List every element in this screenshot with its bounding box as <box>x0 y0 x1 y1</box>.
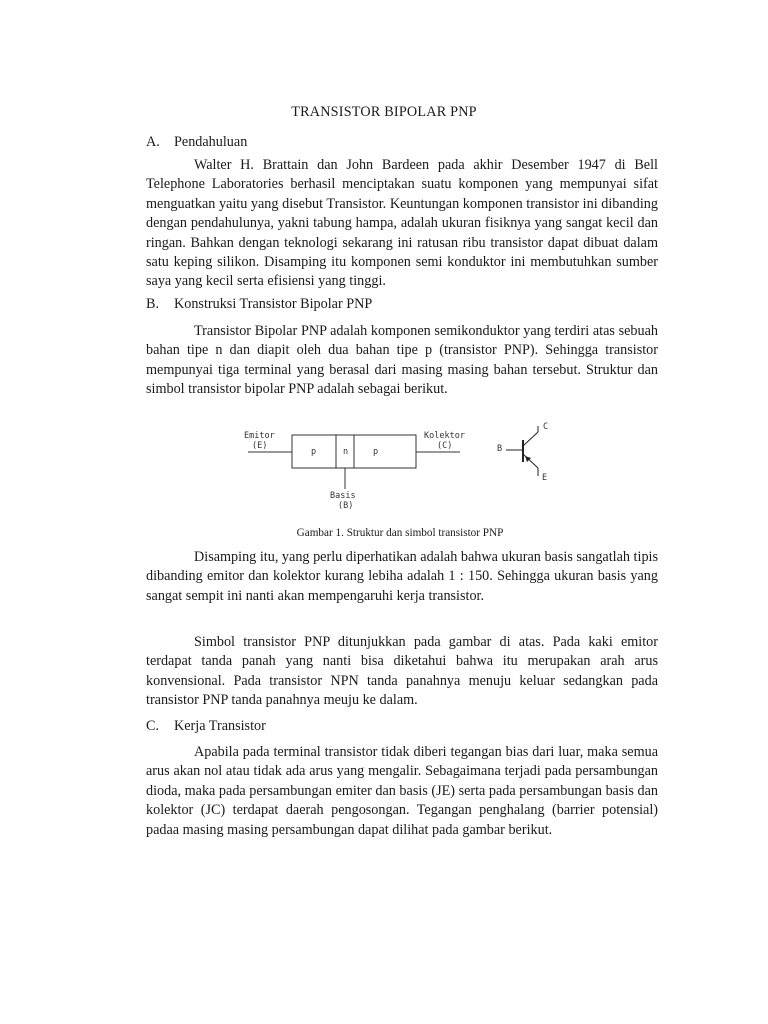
figure-caption: Gambar 1. Struktur dan simbol transistor PNP <box>296 527 504 539</box>
transistor-figure <box>240 418 580 528</box>
section-b-letter: B. <box>146 296 160 312</box>
section-c-paragraph-1: Apabila pada terminal transistor tidak diberi tegangan bias dari luar, maka semua arus akan nol atau tidak ada arus yang mengalir. Sebagaimana terjadi pada persambungan dioda, maka pada persambungan emiter dan basis (JE) serta pada persambungan basis dan kolektor (JC) terdapat daerah pengosongan. Tegangan penghalang (barrier potensial) padaa masing masing persambungan dapat dilihat pada gambar berikut. <box>146 744 658 838</box>
emitor-sub: (E) <box>252 441 268 451</box>
region-n: n <box>343 447 349 457</box>
kolektor-label: Kolektor <box>424 431 465 441</box>
section-c-title: Kerja Transistor <box>174 718 266 734</box>
section-b-heading <box>146 296 372 313</box>
basis-sub: (B) <box>338 501 354 511</box>
symbol-collector-label: C <box>543 422 549 432</box>
transistor-diagram <box>240 418 580 528</box>
section-b-paragraph-1: Transistor Bipolar PNP adalah komponen semikonduktor yang terdiri atas sebuah bahan tipe n dan diapit oleh dua bahan tipe p (transistor PNP). Sehingga transistor mempunyai tiga terminal yang berasal dari masing masing bahan tersebut. Struktur dan simbol transistor bipolar PNP adalah sebagai berikut. <box>146 323 658 398</box>
section-c-letter: C. <box>146 718 160 734</box>
region-p-left: p <box>311 447 317 457</box>
section-c-heading <box>146 718 266 735</box>
region-p-right: p <box>373 447 379 457</box>
emitor-label: Emitor <box>244 431 275 441</box>
section-b-paragraph-3: Simbol transistor PNP ditunjukkan pada gambar di atas. Pada kaki emitor terdapat tanda panah yang nanti bisa diketahui bahwa itu merupakan arah arus konvensional. Pada transistor NPN tanda panahnya menuju keluar sedangkan pada transistor PNP tanda panahnya meuju ke dalam. <box>146 634 658 709</box>
symbol-collector-diag <box>523 432 538 446</box>
section-a-heading <box>146 134 247 151</box>
document-title: TRANSISTOR BIPOLAR PNP <box>291 104 477 120</box>
section-a-title: Pendahuluan <box>174 134 248 150</box>
section-b-title: Konstruksi Transistor Bipolar PNP <box>174 296 373 312</box>
basis-label: Basis <box>330 491 356 501</box>
kolektor-sub: (C) <box>437 441 453 451</box>
section-a-letter: A. <box>146 134 160 150</box>
symbol-base-label: B <box>497 444 503 454</box>
section-b-paragraph-2: Disamping itu, yang perlu diperhatikan adalah bahwa ukuran basis sangatlah tipis dibanding emitor dan kolektor kurang lebiha adalah 1 : 150. Sehingga ukuran basis yang sangat sempit ini nanti akan mempengaruhi kerja transistor. <box>146 549 658 604</box>
section-a-paragraph-1: Walter H. Brattain dan John Bardeen pada akhir Desember 1947 di Bell Telephone Laboratories berhasil menciptakan suatu komponen yang mempunyai sifat menguatkan yaitu yang disebut Transistor. Keuntungan komponen transistor ini dibanding dengan pendahulunya, yakni tabung hampa, adalah ukuran fisiknya yang sangat kecil dan ringan. Bahkan dengan teknologi sekarang ini ratusan ribu transistor dapat dibuat dalam satu keping silikon. Disamping itu komponen semi konduktor ini membutuhkan sumber saya yang kecil serta efisiensi yang tinggi. <box>146 157 658 290</box>
symbol-emitter-label: E <box>542 473 548 483</box>
